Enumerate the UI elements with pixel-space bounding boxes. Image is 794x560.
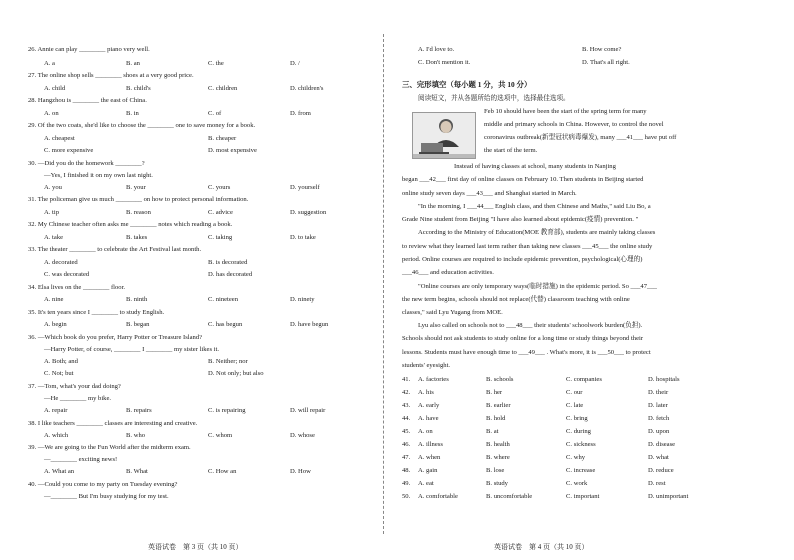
option-number: 50. [402, 493, 411, 500]
option-number: 41. [402, 376, 411, 383]
options-40b [402, 59, 720, 67]
option: D. whose [290, 432, 315, 439]
option: C. Not; but [44, 370, 74, 377]
option-number: 46. [402, 441, 411, 448]
option: A. decorated [44, 259, 78, 266]
options-38 [44, 432, 362, 440]
passage-line: coronavirus outbreak(新型冠状病毒爆发), many ___41___ have put off [484, 134, 677, 141]
option: B. uncomfortable [486, 493, 533, 500]
option: C. increase [566, 467, 596, 474]
question-30-reply: —Yes, I finished it on my own last night. [44, 172, 153, 179]
option: D. disease [648, 441, 676, 448]
option: D. That's all right. [582, 59, 630, 66]
option: B. Neither; nor [208, 358, 248, 365]
option-number: 44. [402, 415, 411, 422]
question-37: 37. —Tom, what's your dad doing? [28, 383, 121, 390]
option: C. Don't mention it. [418, 59, 471, 66]
options-43 [402, 402, 720, 410]
option: C. companies [566, 376, 602, 383]
option: B. child's [126, 85, 151, 92]
option: C. our [566, 389, 583, 396]
option: B. earlier [486, 402, 511, 409]
option: A. which [44, 432, 69, 439]
instruction: 阅读短文，并从各题所给的选项中，选择最佳选项。 [418, 95, 570, 102]
option: B. who [126, 432, 146, 439]
option: B. her [486, 389, 503, 396]
passage-line: period. Online courses are required to include epidemic prevention, psychological(心理的) [402, 256, 643, 263]
option-number: 45. [402, 428, 411, 435]
option: C. yours [208, 184, 231, 191]
page-footer-right: 英语试卷 第 4 页（共 10 页） [494, 543, 589, 551]
option: D. rest [648, 480, 666, 487]
question-39: 39. —We are going to the Fun World after the midterm exam. [28, 444, 191, 451]
options-40a [402, 46, 720, 54]
passage-line: ___46___ and education activities. [402, 269, 494, 276]
option-number: 42. [402, 389, 411, 396]
options-31 [44, 209, 362, 217]
option: B. began [126, 321, 150, 328]
options-34 [44, 296, 362, 304]
option: C. more expensive [44, 147, 94, 154]
option: A. early [418, 402, 440, 409]
option: B. at [486, 428, 499, 435]
passage-line: began ___42___ first day of online classes on February 10. Then students in Beijing started [402, 176, 644, 183]
question-32: 32. My Chinese teacher often asks me ________ notes which reading a book. [28, 221, 233, 228]
option: A. when [418, 454, 441, 461]
option: D. has decorated [208, 271, 253, 278]
option: A. child [44, 85, 66, 92]
passage-line: students' eyesight. [402, 362, 451, 369]
option: C. children [208, 85, 238, 92]
question-29: 29. Of the two coats, she'd like to choose the ________ one to save money for a book. [28, 122, 256, 129]
option: A. take [44, 234, 64, 241]
passage-line: Grade Nine student from Beijing "I have also learned about epidemic(疫情) prevention. " [402, 216, 639, 223]
options-36a [44, 358, 362, 366]
options-35 [44, 321, 362, 329]
option: A. a [44, 60, 55, 67]
question-35: 35. It's ten years since I ________ to study English. [28, 309, 165, 316]
option: C. bring [566, 415, 588, 422]
option: D. hospitals [648, 376, 680, 383]
question-31: 31. The policeman give us much ________ on how to protect personal information. [28, 196, 249, 203]
option: B. takes [126, 234, 148, 241]
option: D. ninety [290, 296, 315, 303]
passage-line: the start of the term. [484, 147, 538, 154]
question-40: 40. —Could you come to my party on Tuesday evening? [28, 481, 178, 488]
option: C. was decorated [44, 271, 90, 278]
options-48 [402, 467, 720, 475]
question-26: 26. Annie can play ________ piano very well. [28, 46, 150, 53]
option: C. taking [208, 234, 233, 241]
option: C. during [566, 428, 591, 435]
option-number: 49. [402, 480, 411, 487]
option: D. from [290, 110, 311, 117]
option: B. hold [486, 415, 506, 422]
passage-line: middle and primary schools in China. However, to control the novel [484, 121, 664, 128]
option-number: 47. [402, 454, 411, 461]
option: C. How an [208, 468, 237, 475]
options-42 [402, 389, 720, 397]
question-33: 33. The theater ________ to celebrate the Art Festival last month. [28, 246, 202, 253]
option: C. important [566, 493, 600, 500]
option: D. their [648, 389, 669, 396]
option: D. what [648, 454, 669, 461]
options-36b [44, 370, 362, 378]
option: C. sickness [566, 441, 596, 448]
options-29b [44, 147, 362, 155]
options-47 [402, 454, 720, 462]
option: B. What [126, 468, 148, 475]
options-46 [402, 441, 720, 449]
student-laptop-illustration [412, 112, 476, 159]
option: A. you [44, 184, 62, 191]
passage-line: the new term begins, schools should not replace(代替) classroom teaching with online [402, 296, 630, 303]
options-33b [44, 271, 362, 279]
question-30: 30. —Did you do the homework ________? [28, 160, 145, 167]
passage-line: lessons. Students must have enough time to ___49___ . What's more, it is ___50___ to protect [402, 349, 651, 356]
option: D. unimportant [648, 493, 689, 500]
question-28: 28. Hangzhou is ________ the east of China. [28, 97, 147, 104]
option: A. eat [418, 480, 434, 487]
option: A. illness [418, 441, 443, 448]
student-laptop-icon [413, 113, 475, 158]
option: D. most expensive [208, 147, 257, 154]
passage-line: "In the morning, I ___44___ English class, and then Chinese and Maths," said Liu Bo, a [418, 203, 651, 210]
option: B. study [486, 480, 508, 487]
options-26 [44, 60, 362, 68]
option: C. work [566, 480, 588, 487]
option: C. has begun [208, 321, 243, 328]
option: A. repair [44, 407, 68, 414]
question-27: 27. The online shop sells ________ shoes at a very good price. [28, 72, 194, 79]
option: C. whom [208, 432, 233, 439]
passage-line: classes," said Lyu Yugang from MOE. [402, 309, 503, 316]
option: A. his [418, 389, 434, 396]
option: D. fetch [648, 415, 670, 422]
passage-line: Schools should not ask students to study online for a long time or study things beyond their [402, 335, 644, 342]
question-36: 36. —Which book do you prefer, Harry Potter or Treasure Island? [28, 334, 203, 341]
passage-line: to review what they learned last term rather than taking new classes ___45___ the online study [402, 243, 653, 250]
page-footer-left: 英语试卷 第 3 页（共 10 页） [148, 543, 243, 551]
question-40-reply: —________ But I'm busy studying for my test. [44, 493, 169, 500]
options-39 [44, 468, 362, 476]
passage-line: According to the Ministry of Education(MOE 教育部), students are mainly taking classes [418, 229, 656, 236]
option: D. Not only; but also [208, 370, 264, 377]
options-30 [44, 184, 362, 192]
option: A. cheapest [44, 135, 75, 142]
option: A. begin [44, 321, 67, 328]
option: B. where [486, 454, 510, 461]
option: A. gain [418, 467, 438, 474]
question-34: 34. Elsa lives on the ________ floor. [28, 284, 126, 291]
option: A. on [418, 428, 433, 435]
passage-line: Instead of having classes at school, many students in Nanjing [454, 163, 616, 170]
option: D. children's [290, 85, 324, 92]
option: D. to take [290, 234, 316, 241]
option: D. suggestion [290, 209, 327, 216]
option: D. reduce [648, 467, 674, 474]
option: C. why [566, 454, 586, 461]
options-41 [402, 376, 720, 384]
option: A. comfortable [418, 493, 458, 500]
option: B. is decorated [208, 259, 248, 266]
option: D. will repair [290, 407, 326, 414]
option: C. advice [208, 209, 233, 216]
option: B. How come? [582, 46, 622, 53]
option: B. an [126, 60, 140, 67]
option: B. reason [126, 209, 151, 216]
option: B. repairs [126, 407, 152, 414]
options-29a [44, 135, 362, 143]
option: C. nineteen [208, 296, 239, 303]
option: B. cheaper [208, 135, 237, 142]
option: D. How [290, 468, 311, 475]
option: A. What an [44, 468, 75, 475]
option: A. have [418, 415, 439, 422]
option: B. ninth [126, 296, 148, 303]
options-44 [402, 415, 720, 423]
option: D. later [648, 402, 668, 409]
option-number: 48. [402, 467, 411, 474]
options-50 [402, 493, 720, 501]
section-title: 三、完形填空（每小题 1 分，共 10 分） [402, 80, 532, 89]
option: A. tip [44, 209, 60, 216]
question-38: 38. I like teachers ________ classes are interesting and creative. [28, 420, 198, 427]
option: D. upon [648, 428, 670, 435]
option: B. schools [486, 376, 514, 383]
option: D. / [290, 60, 300, 67]
question-36-reply: —Harry Potter, of course, ________ I ________ my sister likes it. [44, 346, 219, 353]
passage-line: Lyu also called on schools not to ___48___ their students' schoolwork burden(负担). [418, 322, 643, 329]
options-49 [402, 480, 720, 488]
options-33a [44, 259, 362, 267]
passage-line: online study seven days ___43___ and Shanghai started in March. [402, 190, 577, 197]
option: A. nine [44, 296, 64, 303]
option: C. late [566, 402, 584, 409]
options-27 [44, 85, 362, 93]
option: C. the [208, 60, 224, 67]
option: A. factories [418, 376, 449, 383]
option: B. your [126, 184, 146, 191]
question-39-reply: —________ exciting news! [44, 456, 118, 463]
question-37-reply: —He ________ my bike. [44, 395, 112, 402]
option: D. yourself [290, 184, 320, 191]
option: D. have begun [290, 321, 329, 328]
option: B. health [486, 441, 510, 448]
option-number: 43. [402, 402, 411, 409]
options-32 [44, 234, 362, 242]
option: B. lose [486, 467, 505, 474]
passage-line: Feb 10 should have been the start of the spring term for many [484, 108, 647, 115]
option: C. of [208, 110, 222, 117]
options-37 [44, 407, 362, 415]
options-28 [44, 110, 362, 118]
passage-line: "Online courses are only temporary ways(临时措施) in the epidemic period. So ___47___ [418, 283, 657, 290]
option: A. Both; and [44, 358, 78, 365]
option: C. is repairing [208, 407, 246, 414]
option: B. in [126, 110, 139, 117]
options-45 [402, 428, 720, 436]
page-divider [383, 34, 384, 534]
option: A. I'd love to. [418, 46, 455, 53]
option: A. on [44, 110, 59, 117]
